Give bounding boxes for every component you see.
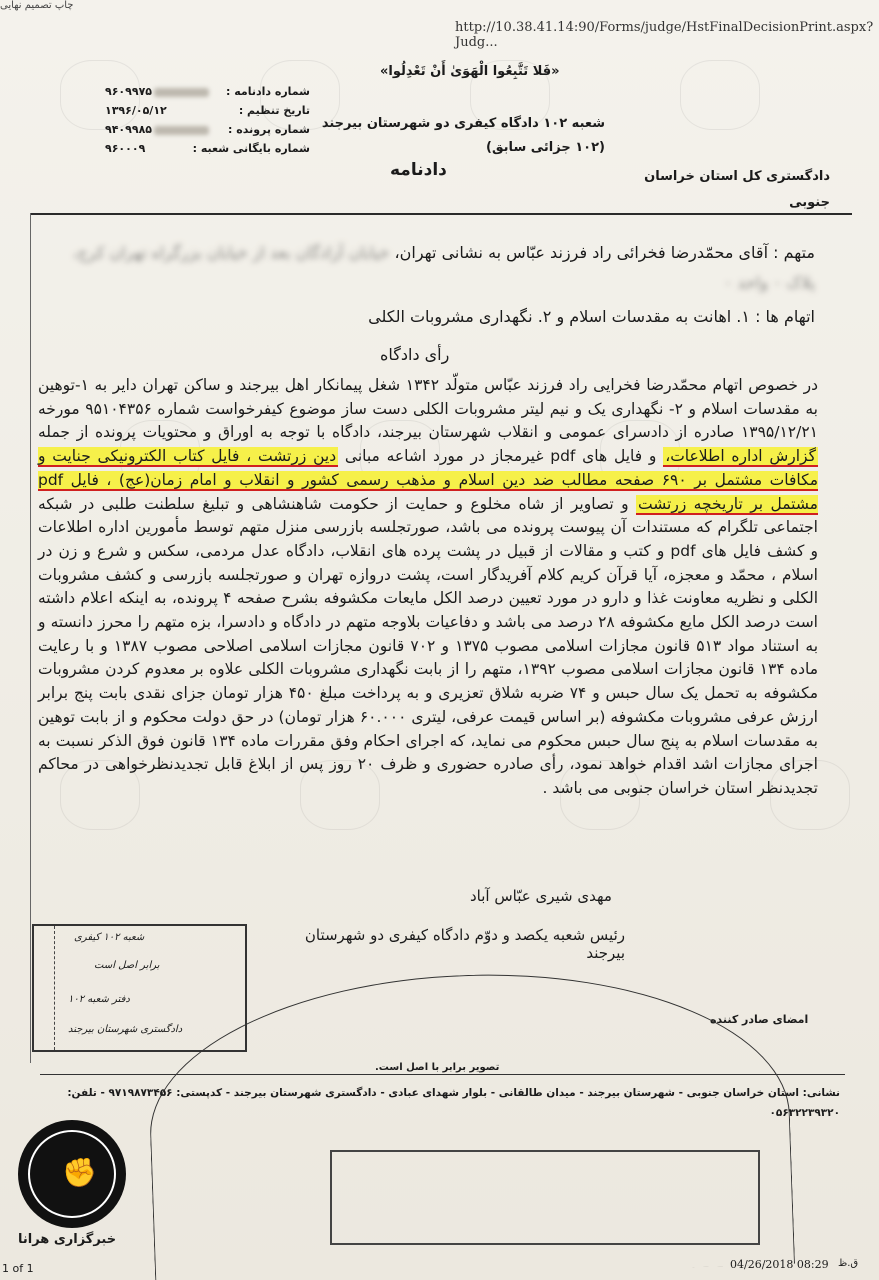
official-seal-box — [330, 1150, 760, 1245]
print-suffix: ق.ظ — [838, 1258, 859, 1269]
margin-line — [30, 213, 31, 1063]
archive-number-label: شماره بایگانی شعبه : — [192, 142, 310, 155]
verdict-heading: رأی دادگاه — [380, 345, 450, 364]
print-header — [0, 0, 879, 50]
verdict-text-2: و فایل های pdf غیرمجاز در مورد اشاعه مبانی — [344, 447, 657, 466]
redaction-mark — [154, 126, 209, 135]
case-metadata — [105, 82, 310, 158]
judge-title: رئیس شعبه یکصد و دوّم دادگاه کیفری دو شهرستان بیرجند — [304, 926, 625, 962]
hrana-logo — [18, 1120, 126, 1228]
date-value: ۱۳۹۶/۰۵/۱۲ — [105, 104, 167, 117]
page-count: 1 of 1 — [2, 1262, 34, 1275]
court-branch: شعبه ۱۰۲ دادگاه کیفری دو شهرستان بیرجند (۱۰۲ جزائی سابق) — [321, 116, 605, 155]
court-stamp — [32, 924, 247, 1052]
date-label: تاریخ تنظیم : — [238, 104, 310, 117]
case-number-label: شماره پرونده : — [228, 123, 310, 136]
signature-label: امضای صادر کننده — [710, 1013, 809, 1026]
verdict-body — [38, 374, 818, 801]
accused-redacted-address: خیابان آزادگان بعد از خیابان بزرگراه تهران کرج، پلاک ۰ واحد ۰ — [72, 243, 815, 292]
logo-caption: خبرگزاری هرانا — [18, 1232, 117, 1247]
department-name: دادگستری کل استان خراسان جنوبی — [644, 169, 830, 210]
verdict-text-3: و تصاویر از شاه مخلوع و حمایت از حکومت شاهنشاهی و تبلیغ سلطنت طلبی در شبکه اجتماعی تلگرام که مستندات آن پیوست پرونده می باشد، صورتجلسه بازرسی منزل متهم توسط مأمورین اداره اطلاعات و کشف فایل های pdf و کتب و مقالات از قبیل در پشت پرده های انقلاب، دادگاه عدل مردمی، سکس و شرع و زن در اسلام ، محمّد و معجزه، آیا قرآن کریم کلام آفریدگار است، پشت دروازه تهران و صورتجلسه بازرسی و کشف مشروبات الکلی و نظریه معاونت غذا و دارو در مورد تعیین درصد الکل مایعات مکشوفه بشرح صفحه ۴ پرونده، به اینکه اعلام داشته است درصد الکل مایع مکشوفه ۲۸ درصد می باشد و دفاعیات بلاوجه متهم در دادگاه و دادسرا، بزه متهم را محرز دانسته و به استناد مواد ۵۱۳ قانون مجازات اسلامی مصوب ۱۳۷۵ و ۷۰۲ قانون مجازات اسلامی اصلاحی مصوب ۱۳۸۷ و با رعایت ماده ۱۳۴ قانون مجازات اسلامی مصوب ۱۳۹۲، متهم را از بابت نگهداری مشروبات الکلی علاوه بر معدوم کردن مشروبات مکشوفه به تحمل یک سال حبس و ۷۴ ضربه شلاق تعزیری و به پرداخت مبلغ ۴۵۰ هزار تومان جزای نقدی بابت پنج برابر ارزش عرفی مشروبات مکشوفه (بر اساس قیمت عرفی، لیتری ۶۰.۰۰۰ هزار تومان) در حق دولت محکوم و از بابت توهین به مقدسات اسلام به پنج سال حبس محکوم می نماید، که اجرای احکام وفق مقررات ماده ۱۳۴ قانون فوق الذکر نسبت به اجرای مجازات اشد اقدام خواهد نمود، رأی صادره حضوری و ظرف ۲۰ روز پس از ابلاغ قابل تجدیدنظرخواهی در محاکم تجدیدنظر استان خراسان جنوبی می باشد . — [38, 494, 819, 797]
verdict-number-label: شماره دادنامه : — [225, 85, 310, 98]
accused-text: متهم : آقای محمّدرضا فخرائی راد فرزند عبّاس به نشانی تهران، — [394, 243, 815, 262]
highlight-intel-report: گزارش اداره اطلاعات، — [665, 447, 816, 466]
verdict-number-value: ۹۶۰۹۹۷۵ — [105, 85, 152, 98]
highlight-zoroastrian-files: دین زرتشت ، فایل کتاب الکترونیکی جنایت و مکافات مشتمل بر ۶۹۰ صفحه مطالب ضد دین اسلام و مذهب رسمی کشور و انقلاب و امام زمان(عج) ، فایل pdf مشتمل بر تاریخچه زرتشت — [38, 447, 818, 513]
print-tag: چاپ تصمیم نهایی — [0, 0, 74, 11]
verdict-paragraph — [38, 374, 818, 801]
verdict-text-1: در خصوص اتهام محمّدرضا فخرایی راد فرزند عبّاس متولّد ۱۳۴۲ شغل پیمانکار اهل بیرجند و ساکن تهران دایر به ۱-توهین به مقدسات اسلام و ۲- نگهداری یک و نیم لیتر مشروبات الکلی دست ساز موضوع کیفرخواست شماره ۹۵۱۰۴۳۵۶ مورخه ۱۳۹۵/۱۲/۲۱ صادره از دادسرای عمومی و انقلاب شهرستان بیرجند، دادگاه با توجه به اوراق و محتویات پرونده از جمله — [38, 376, 818, 442]
redaction-mark — [154, 88, 209, 97]
stamp-line-4: دادگستری شهرستان بیرجند — [68, 1024, 183, 1035]
stamp-line-3: دفتر شعبه ۱۰۲ — [68, 994, 130, 1005]
case-number-value: ۹۴۰۹۹۸۵ — [105, 123, 152, 136]
archive-number-value: ۹۶۰۰۰۹ — [105, 142, 146, 155]
header-divider — [30, 213, 852, 215]
footer-divider — [40, 1074, 845, 1075]
fist-icon: ✊ — [62, 1156, 97, 1189]
stamp-line-1: شعبه ۱۰۲ کیفری — [74, 932, 145, 943]
charges-line: اتهام ها : ۱. اهانت به مقدسات اسلام و ۲. نگهداری مشروبات الکلی — [368, 307, 815, 326]
print-url: http://10.38.41.14:90/Forms/judge/HstFinalDecisionPrint.aspx?Judg... — [455, 20, 874, 50]
court-address: نشانی: استان خراسان جنوبی - شهرستان بیرجند - میدان طالقانی - بلوار شهدای عبادی - دادگستری شهرستان بیرجند - کدپستی: ۹۷۱۹۸۷۳۴۵۶ - تلفن: ۰۵۶۳۲۲۳۹۳۲۰ — [67, 1087, 840, 1119]
document-title: دادنامه — [390, 160, 447, 180]
stamp-line-2: برابر اصل است — [94, 960, 160, 971]
print-timestamp: 04/26/2018 08:29 — [730, 1258, 829, 1271]
copy-note: تصویر برابر با اصل است. — [375, 1062, 500, 1073]
judge-name: مهدی شیری عبّاس آباد — [470, 887, 612, 905]
quran-verse: «فَلا تَتَّبِعُوا الْهَوَىٰ أَنْ تَعْدِلُوا» — [380, 64, 560, 79]
accused-line — [40, 238, 815, 298]
stamp-perforation — [54, 926, 57, 1050]
